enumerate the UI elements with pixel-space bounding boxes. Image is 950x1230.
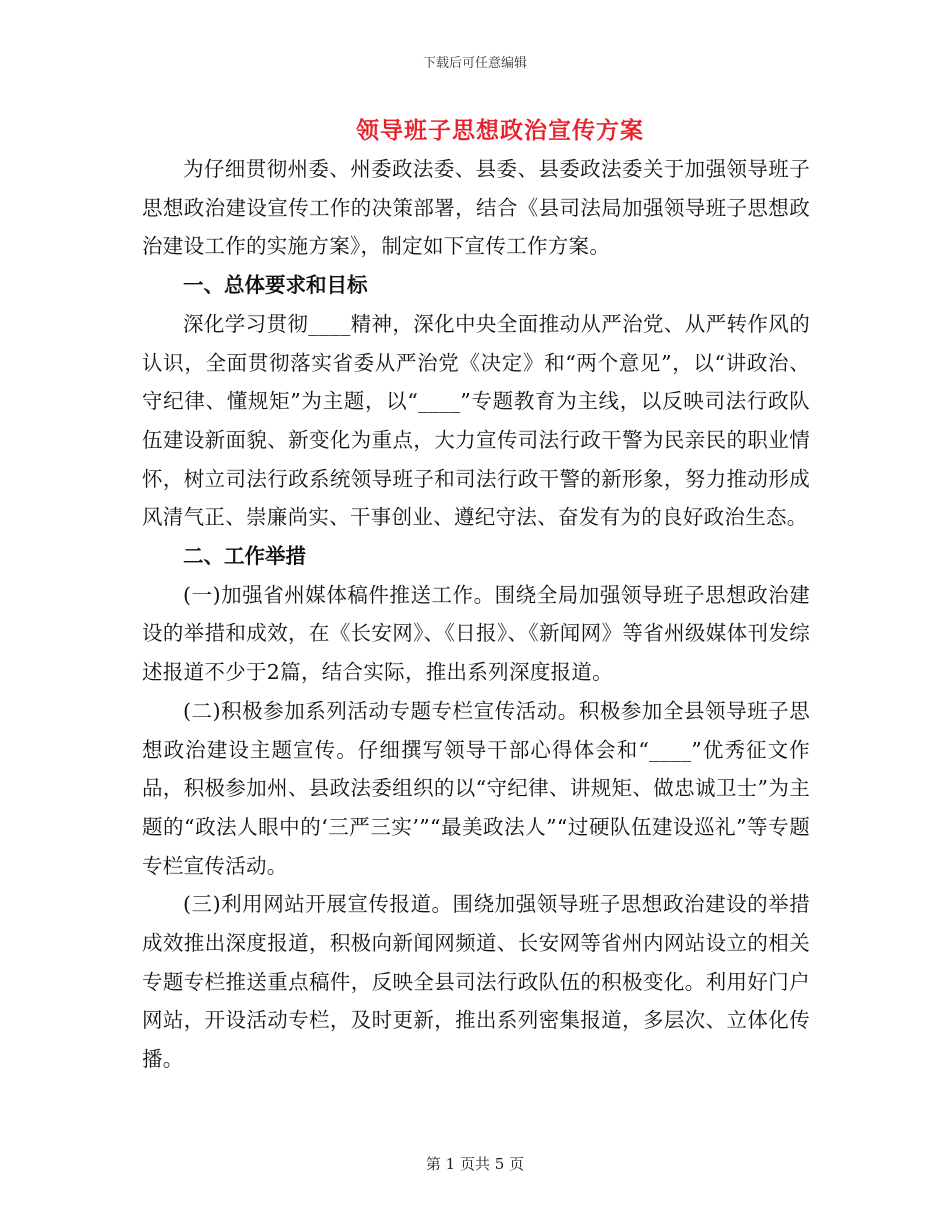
document-body	[142, 150, 810, 1079]
intro-paragraph: 为仔细贯彻州委、州委政法委、县委、县委政法委关于加强领导班子思想政治建设宣传工作的决策部署，结合《县司法局加强领导班子思想政治建设工作的实施方案》，制定如下宣传工作方案。	[142, 157, 810, 259]
section2-item-1: (一)加强省州媒体稿件推送工作。围绕全局加强领导班子思想政治建设的举措和成效，在《长安网》、《日报》、《新闻网》等省州级媒体刊发综述报道不少于2篇，结合实际，推出系列深度报道。	[142, 582, 810, 685]
header-note: 下载后可任意编辑	[422, 56, 527, 71]
section1-paragraph: 深化学习贯彻____精神，深化中央全面推动从严治党、从严转作风的认识，全面贯彻落实省委从严治党《决定》和“两个意见”，以“讲政治、守纪律、懂规矩”为主题，以“____”专题教育为主线，以反映司法行政队伍建设新面貌、新变化为重点，大力宣传司法行政干警为民亲民的职业情怀，树立司法行政系统领导班子和司法行政干警的新形象，努力推动形成风清气正、崇廉尚实、干事创业、遵纪守法、奋发有为的良好政治生态。	[142, 311, 810, 530]
document-title: 领导班子思想政治宣传方案	[356, 117, 644, 144]
page-footer: 第 1 页共 5 页	[425, 1155, 525, 1173]
section2-item-2: (二)积极参加系列活动专题专栏宣传活动。积极参加全县领导班子思想政治建设主题宣传。仔细撰写领导干部心得体会和“____”优秀征文作品，积极参加州、县政法委组织的以“守纪律、讲规矩、做忠诚卫士”为主题的“政法人眼中的‘三严三实’”“最美政法人”“过硬队伍建设巡礼”等专题专栏宣传活动。	[142, 698, 810, 878]
section2-item-3: (三)利用网站开展宣传报道。围绕加强领导班子思想政治建设的举措成效推出深度报道，积极向新闻网频道、长安网等省州内网站设立的相关专题专栏推送重点稿件，反映全县司法行政队伍的积极变化。利用好门户网站，开设活动专栏，及时更新，推出系列密集报道，多层次、立体化传播。	[142, 892, 810, 1072]
section2-heading: 二、工作举措	[183, 544, 306, 569]
section1-heading: 一、总体要求和目标	[183, 273, 368, 298]
